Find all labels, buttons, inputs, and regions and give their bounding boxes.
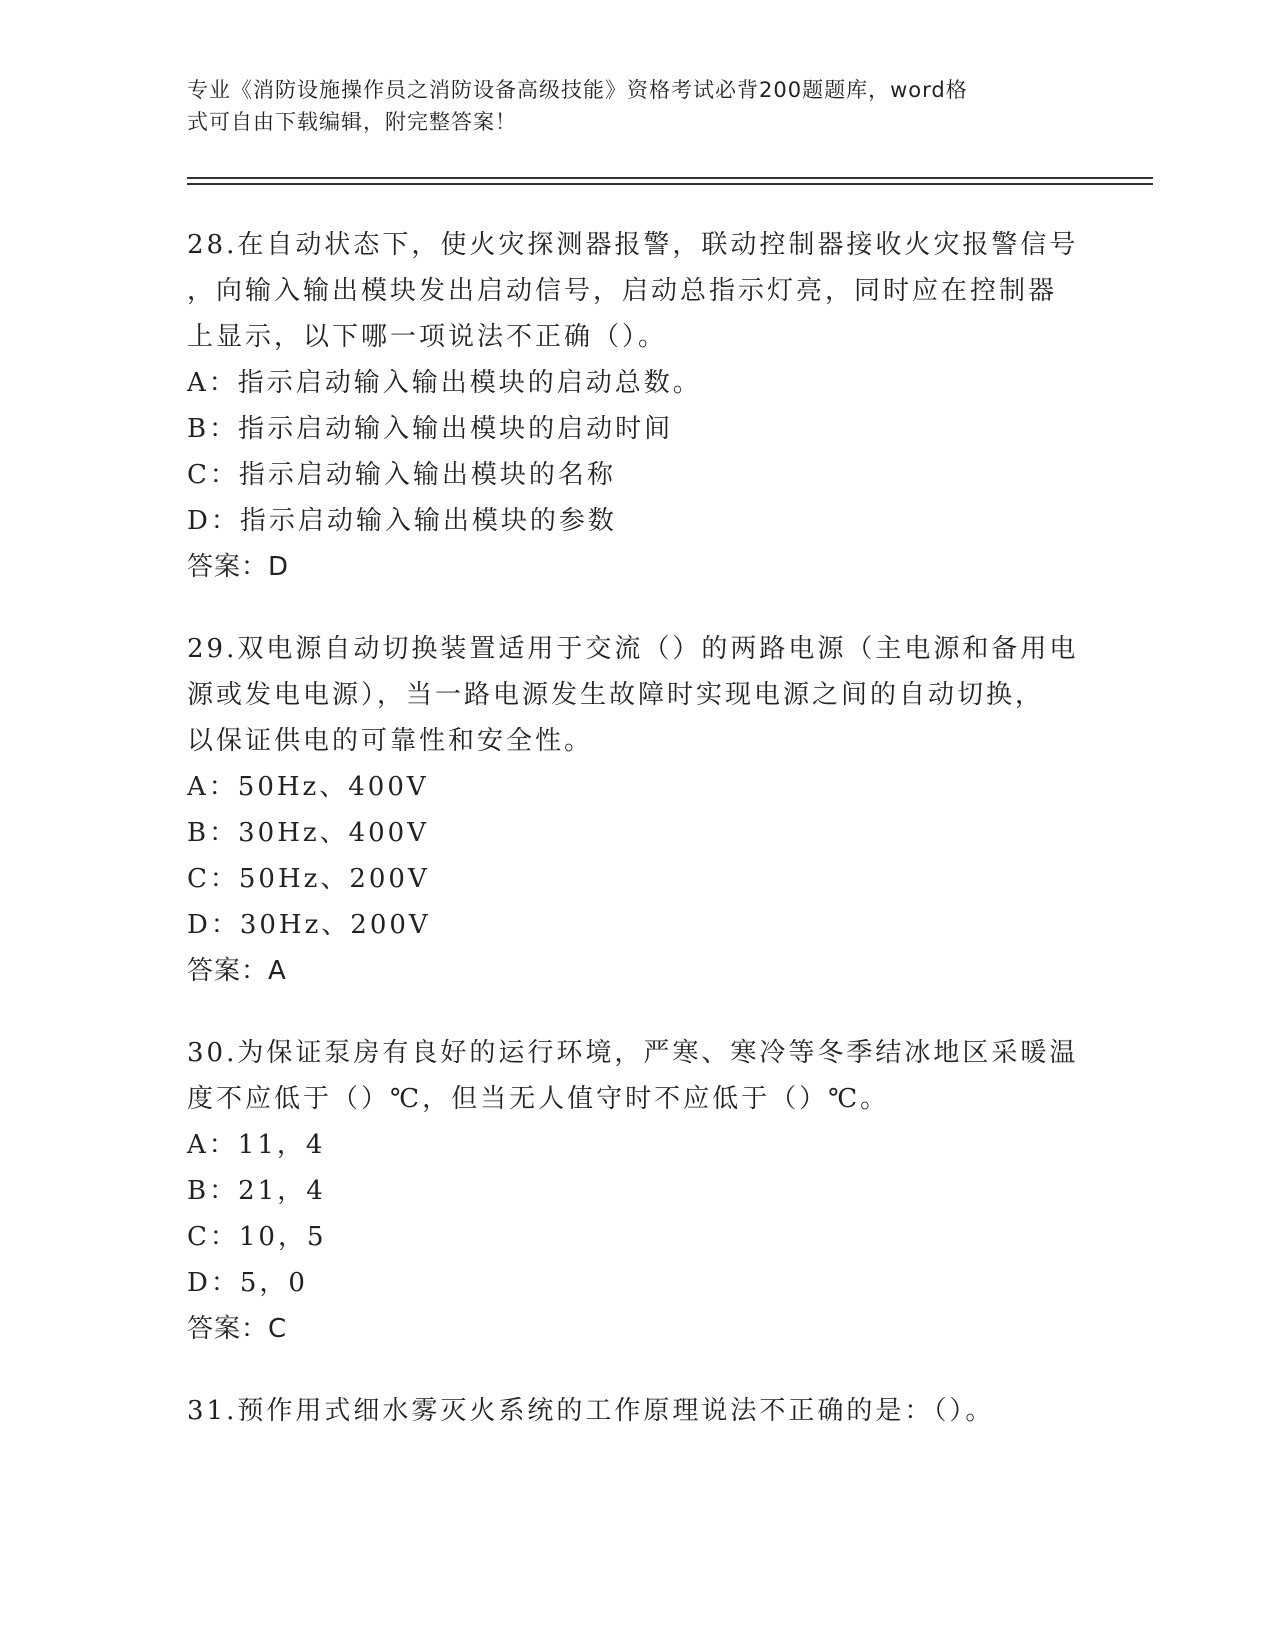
option-c: C：指示启动输入输出模块的名称 [187, 460, 616, 490]
answer: 答案：D [187, 552, 290, 582]
question-stem-line: 度不应低于（）℃，但当无人值守时不应低于（）℃。 [187, 1084, 890, 1114]
option-d: D：指示启动输入输出模块的参数 [187, 506, 617, 536]
question-stem-line: 28.在自动状态下，使火灾探测器报警，联动控制器接收火灾报警信号 [187, 230, 1079, 260]
option-a: A：指示启动输入输出模块的启动总数。 [187, 368, 702, 398]
answer: 答案：C [187, 1314, 288, 1344]
option-a: A：11，4 [187, 1130, 326, 1160]
header-line-1: 专业《消防设施操作员之消防设备高级技能》资格考试必背200题题库，word格 [187, 78, 968, 102]
question-stem-line: 30.为保证泵房有良好的运行环境，严寒、寒冷等冬季结冰地区采暖温 [187, 1038, 1079, 1068]
header-rule-bottom [187, 183, 1153, 185]
question-stem-line: 源或发电电源），当一路电源发生故障时实现电源之间的自动切换， [187, 680, 1045, 710]
header-line-2: 式可自由下载编辑，附完整答案！ [187, 110, 517, 134]
option-b: B：指示启动输入输出模块的启动时间 [187, 414, 674, 444]
option-d: D：5，0 [187, 1268, 308, 1298]
question-29 [187, 626, 1087, 994]
option-a: A：50Hz、400V [187, 772, 429, 802]
option-b: B：21，4 [187, 1176, 326, 1206]
header-rule-top [187, 177, 1153, 179]
question-stem-line: 31.预作用式细水雾灭火系统的工作原理说法不正确的是：（）。 [187, 1396, 995, 1426]
option-c: C：10，5 [187, 1222, 327, 1252]
answer: 答案：A [187, 956, 287, 986]
question-stem-line: 29.双电源自动切换装置适用于交流（）的两路电源（主电源和备用电 [187, 634, 1079, 664]
option-c: C：50Hz、200V [187, 864, 430, 894]
option-d: D：30Hz、200V [187, 910, 431, 940]
question-stem-line: ，向输入输出模块发出启动信号，启动总指示灯亮，同时应在控制器 [187, 276, 1058, 306]
document-header [187, 74, 1067, 138]
question-30 [187, 1030, 1087, 1352]
question-31 [187, 1388, 1087, 1434]
question-stem-line: 上显示，以下哪一项说法不正确（）。 [187, 322, 668, 352]
question-stem-line: 以保证供电的可靠性和安全性。 [187, 726, 594, 756]
option-b: B：30Hz、400V [187, 818, 429, 848]
question-28 [187, 222, 1087, 590]
